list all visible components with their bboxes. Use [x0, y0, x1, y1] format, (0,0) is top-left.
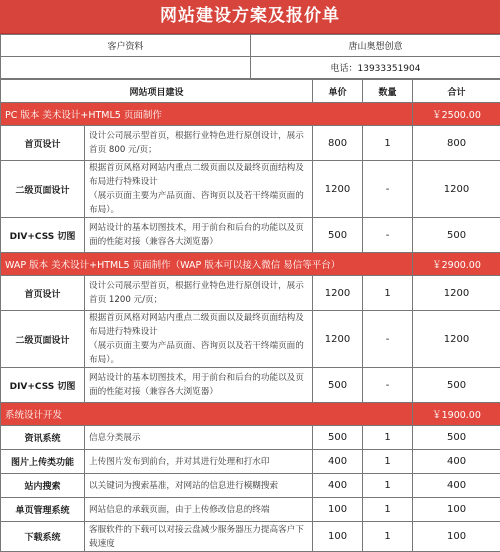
- table-row: [1, 450, 500, 474]
- phone-number: 电话：13933351904: [251, 57, 500, 79]
- quote-table: [0, 79, 500, 552]
- header-total: 合计: [413, 80, 500, 103]
- section-row: [1, 403, 500, 426]
- table-row: [1, 474, 500, 498]
- item-description: 根据首页风格对网站内重点二级页面以及最终页面结构及布局进行特殊设计 （展示页面主要为产品页面、咨询页以及若干终端页面的布局）。: [85, 311, 313, 368]
- item-price: 1200: [313, 161, 363, 218]
- item-description: 设计公司展示型首页，根据行业特色进行原创设计，展示首页 800 元/页；: [85, 126, 313, 161]
- item-total: 100: [413, 522, 500, 552]
- item-description: 信息分类展示: [85, 426, 313, 450]
- table-row: [1, 498, 500, 522]
- item-name: 站内搜索: [1, 474, 85, 498]
- item-qty: -: [363, 161, 413, 218]
- item-name: 二级页面设计: [1, 161, 85, 218]
- item-qty: 1: [363, 450, 413, 474]
- customer-label: 客户资料: [1, 35, 251, 57]
- page-title: 网站建设方案及报价单: [0, 0, 500, 34]
- header-row: [1, 80, 500, 103]
- item-description: 上传图片发布到前台，并对其进行处理和打水印: [85, 450, 313, 474]
- item-total: 100: [413, 498, 500, 522]
- item-price: 500: [313, 218, 363, 253]
- item-qty: 1: [363, 276, 413, 311]
- item-total: 400: [413, 474, 500, 498]
- table-row: [1, 522, 500, 552]
- item-price: 500: [313, 426, 363, 450]
- item-name: 首页设计: [1, 126, 85, 161]
- item-qty: 1: [363, 474, 413, 498]
- section-row: [1, 253, 500, 276]
- item-name: 下载系统: [1, 522, 85, 552]
- company-name: 唐山奥想创意: [251, 35, 500, 57]
- item-description: 根据首页风格对网站内重点二级页面以及最终页面结构及布局进行特殊设计 （展示页面主要为产品页面、咨询页以及若干终端页面的布局）。: [85, 161, 313, 218]
- item-name: 首页设计: [1, 276, 85, 311]
- table-row: [1, 218, 500, 253]
- info-blank: [1, 57, 251, 79]
- table-row: [1, 126, 500, 161]
- item-total: 400: [413, 450, 500, 474]
- item-price: 800: [313, 126, 363, 161]
- section-total: ￥1900.00: [413, 403, 500, 426]
- item-name: 资讯系统: [1, 426, 85, 450]
- item-total: 500: [413, 426, 500, 450]
- item-total: 1200: [413, 276, 500, 311]
- item-name: DIV+CSS 切图: [1, 218, 85, 253]
- item-qty: 1: [363, 498, 413, 522]
- table-row: [1, 368, 500, 403]
- table-row: [1, 161, 500, 218]
- item-description: 客服软件的下载可以对接云盘减少服务器压力提高客户下载速度: [85, 522, 313, 552]
- item-name: 二级页面设计: [1, 311, 85, 368]
- header-price: 单价: [313, 80, 363, 103]
- item-qty: 1: [363, 522, 413, 552]
- item-qty: -: [363, 218, 413, 253]
- item-name: 单页管理系统: [1, 498, 85, 522]
- section-title: WAP 版本 美术设计+HTML5 页面制作（WAP 版本可以接入微信 易信等平台）: [1, 253, 413, 276]
- item-qty: -: [363, 368, 413, 403]
- item-total: 800: [413, 126, 500, 161]
- item-total: 1200: [413, 311, 500, 368]
- item-total: 500: [413, 368, 500, 403]
- section-title: 系统设计开发: [1, 403, 413, 426]
- item-description: 以关键词为搜索基准，对网站的信息进行模糊搜索: [85, 474, 313, 498]
- item-total: 500: [413, 218, 500, 253]
- info-table: [0, 34, 500, 79]
- table-row: [1, 276, 500, 311]
- item-price: 100: [313, 498, 363, 522]
- item-description: 网站信息的承载页面，由于上传修改信息的终端: [85, 498, 313, 522]
- section-title: PC 版本 美术设计+HTML5 页面制作: [1, 103, 413, 126]
- header-item: 网站项目建设: [1, 80, 313, 103]
- item-price: 400: [313, 474, 363, 498]
- item-description: 设计公司展示型首页，根据行业特色进行原创设计，展示首页 1200 元/页；: [85, 276, 313, 311]
- section-total: ￥2900.00: [413, 253, 500, 276]
- item-name: 图片上传类功能: [1, 450, 85, 474]
- item-name: DIV+CSS 切图: [1, 368, 85, 403]
- item-qty: 1: [363, 126, 413, 161]
- item-qty: -: [363, 311, 413, 368]
- header-qty: 数量: [363, 80, 413, 103]
- section-row: [1, 103, 500, 126]
- item-price: 100: [313, 522, 363, 552]
- section-total: ￥2500.00: [413, 103, 500, 126]
- item-price: 1200: [313, 276, 363, 311]
- item-price: 1200: [313, 311, 363, 368]
- item-description: 网站设计的基本切图技术，用于前台和后台的功能以及页面的性能对接（兼容各大浏览器）: [85, 368, 313, 403]
- item-price: 400: [313, 450, 363, 474]
- item-qty: 1: [363, 426, 413, 450]
- table-row: [1, 311, 500, 368]
- item-description: 网站设计的基本切图技术，用于前台和后台的功能以及页面的性能对接（兼容各大浏览器）: [85, 218, 313, 253]
- item-price: 500: [313, 368, 363, 403]
- item-total: 1200: [413, 161, 500, 218]
- table-row: [1, 426, 500, 450]
